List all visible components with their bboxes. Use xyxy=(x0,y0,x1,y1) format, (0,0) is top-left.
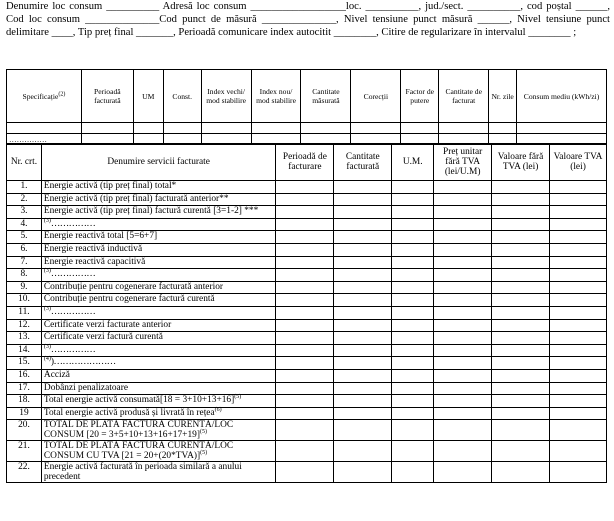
meter-col-header xyxy=(489,70,517,123)
services-value-cell xyxy=(334,357,392,370)
meter-table-cell xyxy=(401,123,439,134)
services-value-cell xyxy=(434,206,492,219)
service-name: …………… xyxy=(50,269,96,280)
meter-col-header-label: Factor de putere xyxy=(405,87,435,105)
meter-table-cell xyxy=(133,123,163,134)
footnote-ref: (5) xyxy=(199,429,207,436)
row-number: 13. xyxy=(7,332,42,345)
services-value-cell xyxy=(276,441,334,462)
services-table-row xyxy=(7,269,607,282)
service-name: Energie activă (tip preț final) factură curentă [3=1-2] *** xyxy=(43,206,259,217)
services-value-cell xyxy=(276,395,334,408)
service-description xyxy=(41,181,275,194)
services-value-cell xyxy=(550,369,607,382)
services-value-cell xyxy=(492,193,550,206)
services-value-cell xyxy=(392,306,434,319)
services-value-cell xyxy=(392,462,434,483)
services-value-cell xyxy=(392,344,434,357)
services-table-row xyxy=(7,306,607,319)
service-description xyxy=(41,420,275,441)
services-value-cell xyxy=(434,441,492,462)
services-value-cell xyxy=(392,420,434,441)
meter-col-header-label: Cantitate măsurată xyxy=(312,87,340,105)
services-value-cell xyxy=(550,269,607,282)
meter-col-header-label: Nr. zile xyxy=(491,91,514,101)
meter-col-header-label: Corecții xyxy=(363,91,389,101)
row-number: 3. xyxy=(7,206,42,219)
services-value-cell xyxy=(492,206,550,219)
meter-reading-table xyxy=(6,69,607,145)
services-value-cell xyxy=(276,231,334,244)
consumption-place-header: Denumire loc consum __________ Adresă loc consum __________________loc. __________, jud./sect. __________, cod poștal ______, Cod loc consum ______________Cod punct de măsură ______________, Nivel tensiune punct măsură ______, Nivel tensiune punct delimitare ____, Tip preț final _______, Perioadă comunicare index autocitit ________, Citire de regularizare în intervalul ________ ; xyxy=(6,1,610,39)
services-value-cell xyxy=(276,382,334,395)
services-value-cell xyxy=(492,395,550,408)
meter-col-header-label: Specificație xyxy=(22,91,59,101)
services-value-cell xyxy=(276,206,334,219)
services-value-cell xyxy=(276,193,334,206)
services-value-cell xyxy=(334,332,392,345)
services-value-cell xyxy=(334,269,392,282)
service-description xyxy=(41,193,275,206)
services-value-cell xyxy=(334,243,392,256)
services-value-cell xyxy=(492,294,550,307)
services-value-cell xyxy=(334,407,392,420)
services-value-cell xyxy=(334,294,392,307)
services-col-header: Valoare fără TVA (lei) xyxy=(492,144,550,181)
services-value-cell xyxy=(550,344,607,357)
services-table-row xyxy=(7,281,607,294)
service-description xyxy=(41,441,275,462)
services-value-cell xyxy=(276,181,334,194)
meter-col-header-label: Cantitate de facturat xyxy=(445,87,482,105)
services-value-cell xyxy=(434,319,492,332)
services-value-cell xyxy=(550,357,607,370)
meter-col-header xyxy=(401,70,439,123)
services-value-cell xyxy=(276,357,334,370)
footnote-ref: (4) xyxy=(43,356,51,363)
service-description xyxy=(41,256,275,269)
service-description xyxy=(41,231,275,244)
service-name: …………… xyxy=(50,344,96,355)
meter-col-header xyxy=(81,70,133,123)
services-table-row xyxy=(7,218,607,231)
meter-col-header xyxy=(301,70,351,123)
services-value-cell xyxy=(392,382,434,395)
services-value-cell xyxy=(492,281,550,294)
services-value-cell xyxy=(392,206,434,219)
row-number: 8. xyxy=(7,269,42,282)
services-value-cell xyxy=(392,407,434,420)
services-table-row xyxy=(7,382,607,395)
meter-table-cell xyxy=(163,123,201,134)
row-number: 21. xyxy=(7,441,42,462)
services-table-row xyxy=(7,243,607,256)
services-value-cell xyxy=(492,357,550,370)
services-value-cell xyxy=(492,243,550,256)
services-value-cell xyxy=(492,218,550,231)
services-value-cell xyxy=(334,420,392,441)
services-value-cell xyxy=(492,256,550,269)
services-col-header: Valoare TVA (lei) xyxy=(550,144,607,181)
services-value-cell xyxy=(276,332,334,345)
row-number: 17. xyxy=(7,382,42,395)
row-number: 16. xyxy=(7,369,42,382)
row-number: 19 xyxy=(7,407,42,420)
services-value-cell xyxy=(392,218,434,231)
services-table-row xyxy=(7,181,607,194)
service-description xyxy=(41,294,275,307)
services-value-cell xyxy=(392,281,434,294)
footnote-ref: (6) xyxy=(214,406,222,413)
services-table-row xyxy=(7,256,607,269)
row-number: 20. xyxy=(7,420,42,441)
services-value-cell xyxy=(434,243,492,256)
meter-col-header-label: Index vechi/ mod stabilire xyxy=(206,87,247,105)
services-value-cell xyxy=(334,462,392,483)
service-name: Acciză xyxy=(43,369,70,380)
services-value-cell xyxy=(334,344,392,357)
meter-table-cell xyxy=(251,123,301,134)
services-table-row xyxy=(7,206,607,219)
service-description xyxy=(41,206,275,219)
services-value-cell xyxy=(334,231,392,244)
row-number: 18. xyxy=(7,395,42,408)
services-value-cell xyxy=(492,332,550,345)
service-name: Total energie activă consumată[18 = 3+10+13+16] xyxy=(43,395,235,406)
meter-col-header-label: UM xyxy=(142,91,155,101)
meter-col-header xyxy=(251,70,301,123)
services-value-cell xyxy=(492,382,550,395)
services-value-cell xyxy=(392,357,434,370)
service-name: Energie activă facturată în perioada similară a anului precedent xyxy=(43,462,242,483)
service-description xyxy=(41,243,275,256)
services-value-cell xyxy=(334,181,392,194)
services-value-cell xyxy=(550,395,607,408)
meter-table-row xyxy=(7,123,607,134)
services-value-cell xyxy=(434,294,492,307)
services-value-cell xyxy=(334,441,392,462)
services-value-cell xyxy=(492,306,550,319)
meter-col-header xyxy=(517,70,607,123)
service-name: Energie reactivă inductivă xyxy=(43,243,143,254)
services-value-cell xyxy=(392,243,434,256)
services-col-header: Perioadă de facturare xyxy=(276,144,334,181)
row-number: 15. xyxy=(7,357,42,370)
services-value-cell xyxy=(550,382,607,395)
services-value-cell xyxy=(492,407,550,420)
footnote-ref: (3) xyxy=(43,268,51,275)
services-value-cell xyxy=(392,319,434,332)
services-table-row xyxy=(7,344,607,357)
services-table-row xyxy=(7,395,607,408)
service-name: …………… xyxy=(50,306,96,317)
service-name: Contribuție pentru cogenerare factură curentă xyxy=(43,294,215,305)
services-value-cell xyxy=(434,357,492,370)
service-description xyxy=(41,344,275,357)
service-name: Certificate verzi facturate anterior xyxy=(43,319,172,330)
services-value-cell xyxy=(550,193,607,206)
services-value-cell xyxy=(492,462,550,483)
services-value-cell xyxy=(434,231,492,244)
services-value-cell xyxy=(434,256,492,269)
meter-table-cell xyxy=(201,123,251,134)
meter-col-header xyxy=(439,70,489,123)
meter-col-header xyxy=(163,70,201,123)
services-value-cell xyxy=(434,369,492,382)
services-value-cell xyxy=(392,332,434,345)
services-value-cell xyxy=(550,256,607,269)
footnote-ref: (3) xyxy=(43,305,51,312)
row-number: 14. xyxy=(7,344,42,357)
services-value-cell xyxy=(392,181,434,194)
service-description xyxy=(41,395,275,408)
services-value-cell xyxy=(334,382,392,395)
services-value-cell xyxy=(492,269,550,282)
services-value-cell xyxy=(334,281,392,294)
services-value-cell xyxy=(334,256,392,269)
meter-table-cell xyxy=(301,123,351,134)
row-number: 7. xyxy=(7,256,42,269)
meter-table-cell xyxy=(7,123,82,134)
services-table-row xyxy=(7,369,607,382)
services-value-cell xyxy=(276,420,334,441)
services-col-header: Nr. crt. xyxy=(7,144,42,181)
row-number: 10. xyxy=(7,294,42,307)
services-value-cell xyxy=(550,294,607,307)
services-table-row xyxy=(7,193,607,206)
footnote-ref: (2) xyxy=(58,90,66,97)
services-col-header: U.M. xyxy=(392,144,434,181)
services-value-cell xyxy=(492,369,550,382)
service-name: TOTAL DE PLATĂ FACTURĂ CURENTĂ/LOC CONSUM [20 = 3+5+10+13+16+17+19] xyxy=(43,420,234,441)
service-description xyxy=(41,369,275,382)
services-table-row xyxy=(7,231,607,244)
services-value-cell xyxy=(550,319,607,332)
service-name: TOTAL DE PLATĂ FACTURĂ CURENTĂ/LOC CONSUM CU TVA [21 = 20+(20*TVA)] xyxy=(43,441,234,462)
services-table-row xyxy=(7,294,607,307)
service-name: Energie activă (tip preț final) total* xyxy=(43,181,177,191)
meter-col-header xyxy=(133,70,163,123)
services-table-row xyxy=(7,357,607,370)
row-number: 11. xyxy=(7,306,42,319)
services-value-cell xyxy=(276,369,334,382)
service-name: Energie activă (tip preț final) facturată anterior** xyxy=(43,193,229,204)
services-value-cell xyxy=(276,218,334,231)
meter-col-header-label: Index nou/ mod stabilire xyxy=(256,87,296,105)
services-table-row xyxy=(7,407,607,420)
services-value-cell xyxy=(434,420,492,441)
services-value-cell xyxy=(434,306,492,319)
row-number: 5. xyxy=(7,231,42,244)
meter-table-cell xyxy=(81,123,133,134)
services-value-cell xyxy=(550,441,607,462)
services-table-header-row xyxy=(7,144,607,181)
services-value-cell xyxy=(550,243,607,256)
services-value-cell xyxy=(434,193,492,206)
services-value-cell xyxy=(392,193,434,206)
services-value-cell xyxy=(492,319,550,332)
service-name: Certificate verzi factură curentă xyxy=(43,332,163,343)
services-value-cell xyxy=(334,395,392,408)
services-table-row xyxy=(7,332,607,345)
services-value-cell xyxy=(434,218,492,231)
row-number: 2. xyxy=(7,193,42,206)
row-number: 6. xyxy=(7,243,42,256)
meter-table-header-row xyxy=(7,70,607,123)
services-value-cell xyxy=(392,231,434,244)
service-description xyxy=(41,407,275,420)
services-col-header: Preț unitar fără TVA (lei/U.M) xyxy=(434,144,492,181)
meter-table-cell xyxy=(439,123,489,134)
services-value-cell xyxy=(276,407,334,420)
meter-table-cell xyxy=(489,123,517,134)
services-value-cell xyxy=(334,306,392,319)
services-value-cell xyxy=(492,344,550,357)
services-table-row xyxy=(7,441,607,462)
meter-table-cell xyxy=(351,123,401,134)
services-value-cell xyxy=(392,269,434,282)
meter-table-cell xyxy=(517,123,607,134)
services-value-cell xyxy=(492,231,550,244)
services-value-cell xyxy=(492,441,550,462)
services-value-cell xyxy=(276,294,334,307)
service-description xyxy=(41,281,275,294)
services-value-cell xyxy=(334,193,392,206)
service-description xyxy=(41,269,275,282)
services-value-cell xyxy=(550,218,607,231)
service-description xyxy=(41,306,275,319)
services-col-header: Denumire servicii facturate xyxy=(41,144,275,181)
service-name: Total energie activă produsă și livrată în rețea xyxy=(43,407,215,418)
service-name: …………… xyxy=(50,218,96,229)
services-value-cell xyxy=(334,319,392,332)
footnote-ref: (3) xyxy=(43,343,51,350)
meter-col-header-label: Consum mediu (kWh/zi) xyxy=(523,91,600,101)
services-value-cell xyxy=(434,181,492,194)
footnote-ref: (3) xyxy=(43,217,51,224)
services-value-cell xyxy=(492,181,550,194)
service-name: Contribuție pentru cogenerare facturată anterior xyxy=(43,281,223,292)
meter-col-header xyxy=(201,70,251,123)
services-value-cell xyxy=(276,306,334,319)
service-description xyxy=(41,332,275,345)
services-value-cell xyxy=(550,281,607,294)
services-value-cell xyxy=(550,206,607,219)
service-name: )………………… xyxy=(50,357,116,368)
services-value-cell xyxy=(434,395,492,408)
services-value-cell xyxy=(334,218,392,231)
services-value-cell xyxy=(550,306,607,319)
services-value-cell xyxy=(434,269,492,282)
services-table-row xyxy=(7,420,607,441)
meter-col-header-label: Const. xyxy=(172,91,193,101)
services-value-cell xyxy=(550,420,607,441)
row-number: 9. xyxy=(7,281,42,294)
meter-col-header xyxy=(7,70,82,123)
services-value-cell xyxy=(276,281,334,294)
services-value-cell xyxy=(334,369,392,382)
services-value-cell xyxy=(276,243,334,256)
service-description xyxy=(41,462,275,483)
services-value-cell xyxy=(434,382,492,395)
services-value-cell xyxy=(434,332,492,345)
row-number: 22. xyxy=(7,462,42,483)
services-value-cell xyxy=(434,407,492,420)
footnote-ref: (5) xyxy=(200,450,208,457)
footnote-ref: (5) xyxy=(234,393,242,400)
services-value-cell xyxy=(276,462,334,483)
services-value-cell xyxy=(492,420,550,441)
row-number: 4. xyxy=(7,218,42,231)
meter-col-header xyxy=(351,70,401,123)
row-number: 1. xyxy=(7,181,42,194)
service-name: Energie reactivă capacitivă xyxy=(43,256,146,267)
service-description xyxy=(41,357,275,370)
services-value-cell xyxy=(550,231,607,244)
services-value-cell xyxy=(276,319,334,332)
services-value-cell xyxy=(434,281,492,294)
services-value-cell xyxy=(434,344,492,357)
services-value-cell xyxy=(276,256,334,269)
row-number: 12. xyxy=(7,319,42,332)
services-value-cell xyxy=(550,407,607,420)
services-value-cell xyxy=(276,344,334,357)
meter-table-cell: …………… xyxy=(7,134,82,145)
service-name: Energie reactivă total [5=6+7] xyxy=(43,231,158,242)
services-value-cell xyxy=(334,206,392,219)
services-value-cell xyxy=(392,369,434,382)
meter-col-header-label: Perioadă facturată xyxy=(94,87,121,105)
services-value-cell xyxy=(392,395,434,408)
services-value-cell xyxy=(392,256,434,269)
services-value-cell xyxy=(550,332,607,345)
service-description xyxy=(41,382,275,395)
service-name: Dobânzi penalizatoare xyxy=(43,382,128,393)
services-value-cell xyxy=(392,294,434,307)
services-value-cell xyxy=(550,462,607,483)
services-table-row xyxy=(7,319,607,332)
service-description xyxy=(41,319,275,332)
services-value-cell xyxy=(550,181,607,194)
services-value-cell xyxy=(434,462,492,483)
service-description xyxy=(41,218,275,231)
billed-services-table xyxy=(6,143,607,483)
services-value-cell xyxy=(392,441,434,462)
services-table-row xyxy=(7,462,607,483)
services-value-cell xyxy=(276,269,334,282)
services-col-header: Cantitate facturată xyxy=(334,144,392,181)
